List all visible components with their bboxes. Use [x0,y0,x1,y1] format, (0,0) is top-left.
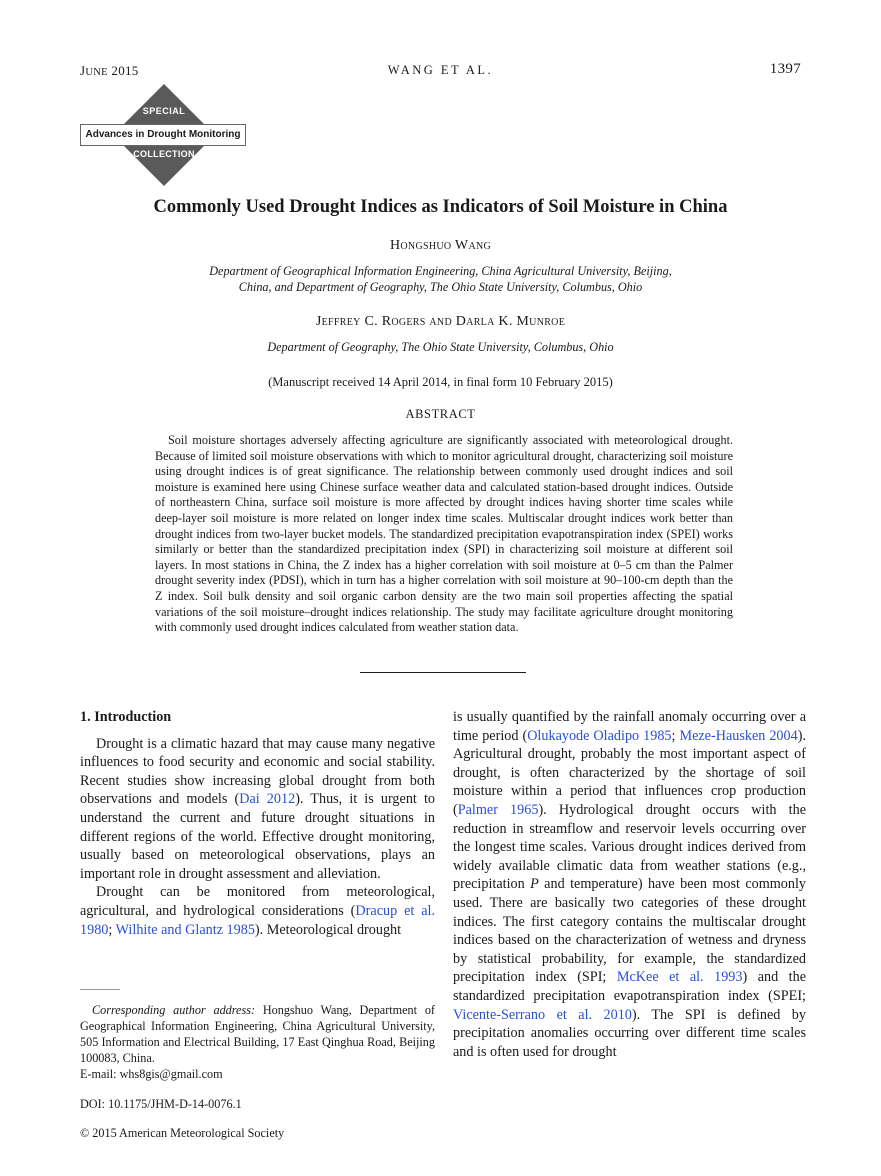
abstract-heading: ABSTRACT [405,407,476,421]
citation-link[interactable]: Meze-Hausken 2004 [679,727,798,744]
author-name: Hongshuo Wang [389,238,492,253]
running-title: WANG ET AL. [387,63,494,77]
paragraph: is usually quantified by the rainfall anomaly occurring over a time period (Olukayode Oladipo 1985; Meze-Hausken 2004). Agricultural drought, probably the most important aspect of drought, is often characterized by the shortage of soil moisture within a period that influences crop production (Palmer 1965). Hydrological drought occurs with the reduction in streamflow and reservoir levels occurring over the longest time scales. Various drought indices derived from widely available climatic data from weather stations (e.g., precipitation P and temperature) have been most commonly used. There are basically two categories of these drought indices. The first category contains the multiscalar drought indices based on the characterization of wetness and dryness by statistical probability, for example, the standardized precipitation index (SPI; McKee et al. 1993) and the standardized precipitation evapotranspiration index (SPEI; Vicente-Serrano et al. 2010). The SPI is defined by precipitation anomalies occurring over different time scales and is often used for drought [453,709,806,1060]
corresponding-author-footnote: Corresponding author address: Hongshuo Wang, Department of Geographical Information Engineering, China Agricultural University, 505 Information and Electrical Building, 17 East Qinghua Road, Beijing 100083, China. E-mail: whs8gis@gmail.com [80,1003,435,1081]
badge-top-triangle [124,84,204,124]
paper-title: Commonly Used Drought Indices as Indicators of Soil Moisture in China [153,197,728,217]
abstract-divider [360,672,526,673]
author-name: Jeffrey C. Rogers and Darla K. Munroe [315,314,566,329]
citation-link[interactable]: Dai 2012 [239,791,296,808]
author-affiliation: Department of Geographical Information Engineering, China Agricultural University, Beijing, [209,264,672,278]
body-column-left [80,708,435,939]
paragraph: Drought is a climatic hazard that may cause many negative influences to food security and economic and social stability. Recent studies show increasing global drought from both observations and models (Dai 2012). Thus, it is urgent to understand the current and future drought situations in different regions of the world. Effective drought monitoring, usually based on meteorological observations, plays an important role in drought assessment and alleviation. [80,735,435,882]
author-email: E-mail: whs8gis@gmail.com [80,1067,223,1081]
doi: DOI: 10.1175/JHM-D-14-0076.1 [80,1097,242,1111]
citation-link[interactable]: Wilhite and Glantz 1985 [115,921,255,938]
author-affiliation: Department of Geography, The Ohio State University, Columbus, Ohio [267,340,614,354]
author-affiliation: China, and Department of Geography, The Ohio State University, Columbus, Ohio [238,280,643,294]
body-column-right [453,708,806,1061]
citation-link[interactable]: Palmer 1965 [457,801,539,818]
section-heading: 1. Introduction [80,709,172,725]
badge-collection-name: Advances in Drought Monitoring [80,124,246,146]
paragraph: Drought can be monitored from meteorological, agricultural, and hydrological considerations (Dracup et al. 1980; Wilhite and Glantz 1985). Meteorological drought [80,884,436,938]
abstract-text: Soil moisture shortages adversely affecting agriculture are significantly associated with meteorological drought. Because of limited soil moisture observations with which to monitor agricultural drought, characterizing soil moisture using drought indices is of great significance. The relationship between commonly used drought indices and soil moisture is examined here using Chinese surface weather data and calculated station-based drought indices. Outside of northeastern China, surface soil moisture is more affected by drought indices having shorter time scales while deep-layer soil moisture is more related on longer index time scales. Multiscalar drought indices work better than drought indices from two-layer bucket models. The standardized precipitation evapotranspiration index (SPEI) works similarly or better than the standardized precipitation index (SPI) in characterizing soil moisture at different soil layers. In most stations in China, the Z index has a higher correlation with soil moisture at 0–5 cm than the Palmer drought severity index (PDSI), which in turn has a higher correlation with soil moisture at 90–100-cm depth than the Z index. Soil bulk density and soil organic carbon density are the two main soil properties affecting the spatial variations of the soil moisture–drought indices relationship. The study may facilitate agriculture drought monitoring with commonly used drought indices calculated from weather station data. [155,433,733,635]
page-number: 1397 [769,61,801,77]
citation-link[interactable]: Dracup et al. 1980 [80,902,436,938]
special-collection-badge [80,84,248,186]
citation-link[interactable]: Vicente-Serrano et al. 2010 [453,1006,632,1023]
footnote-divider [80,989,120,990]
citation-link[interactable]: Olukayode Oladipo 1985 [527,727,672,744]
citation-link[interactable]: McKee et al. 1993 [616,969,743,986]
manuscript-note: (Manuscript received 14 April 2014, in final form 10 February 2015) [268,375,613,389]
copyright: © 2015 American Meteorological Society [80,1126,285,1140]
badge-collection-label: COLLECTION [133,149,195,159]
journal-date: JUNE 2015 [80,63,139,78]
badge-special-label: SPECIAL [142,106,186,116]
